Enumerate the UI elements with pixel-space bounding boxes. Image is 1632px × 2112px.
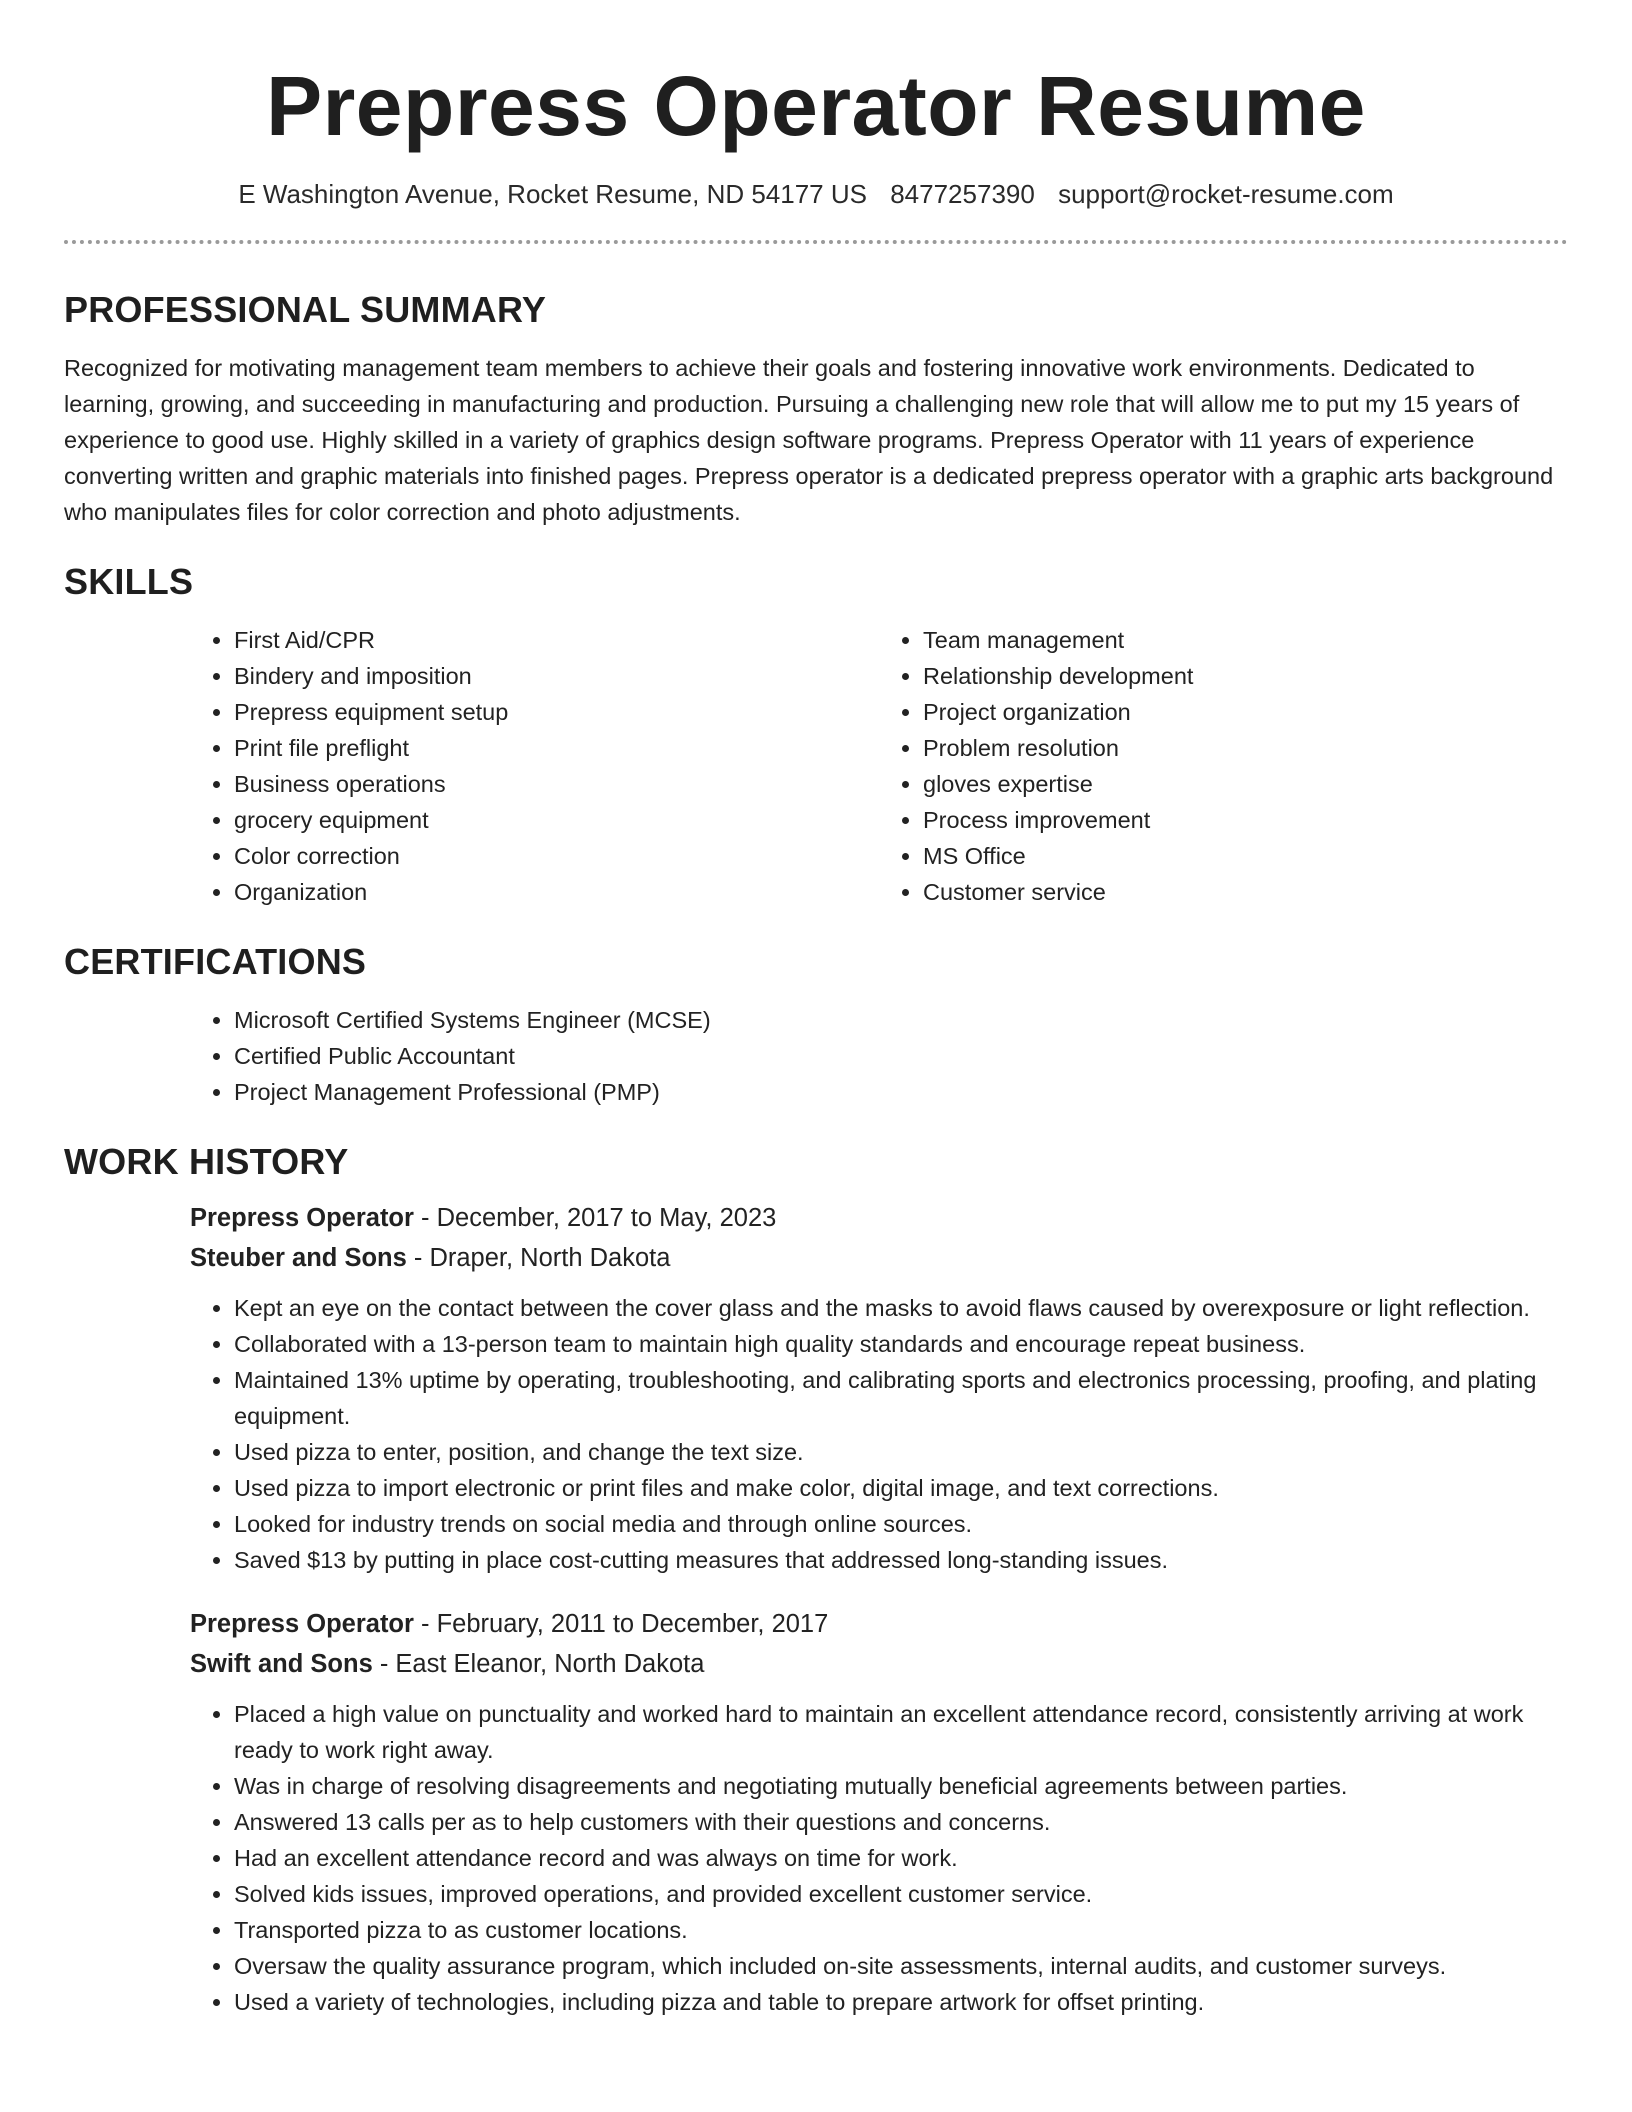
job-bullet: • Used pizza to enter, position, and change the text size. [234,1434,1568,1470]
job-role: Prepress Operator [190,1610,414,1638]
summary-heading: PROFESSIONAL SUMMARY [64,289,547,330]
skills-heading: SKILLS [64,561,194,602]
job-bullet: • Used a variety of technologies, including pizza and table to prepare artwork for offset printing. [234,1984,1568,2020]
job-bullet: • Was in charge of resolving disagreements and negotiating mutually beneficial agreements between parties. [234,1768,1568,1804]
job-location: - Draper, North Dakota [406,1244,671,1272]
work-history-heading: WORK HISTORY [64,1141,349,1182]
skill-item: • Relationship development [923,658,1568,694]
job-bullets [190,1290,1568,1578]
skill-item: • First Aid/CPR [234,622,879,658]
job-bullet: • Looked for industry trends on social media and through online sources. [234,1506,1568,1542]
job-bullet: • Had an excellent attendance record and was always on time for work. [234,1840,1568,1876]
job-dates: - December, 2017 to May, 2023 [413,1204,777,1232]
job-dates: - February, 2011 to December, 2017 [413,1610,829,1638]
skills-list [190,622,1568,910]
skill-item: • Prepress equipment setup [234,694,879,730]
job-entry [190,1198,1568,1578]
certification-item: • Certified Public Accountant [234,1038,1568,1074]
skill-item: • Customer service [923,874,1568,910]
skill-item: • Team management [923,622,1568,658]
skill-item: • Process improvement [923,802,1568,838]
summary-text: Recognized for motivating management team members to achieve their goals and fostering innovative work environments. Dedicated to learning, growing, and succeeding in manufacturing and production. Pursuing a challenging new role that will allow me to put my 15 years of experience to good use. Highly skilled in a variety of graphics design software programs. Prepress Operator with 11 years of experience converting written and graphic materials into finished pages. Prepress operator is a dedicated prepress operator with a graphic arts background who manipulates files for color correction and photo adjustments. [64,355,1554,525]
skill-item: • Print file preflight [234,730,879,766]
header-divider [64,240,1568,244]
job-company: Swift and Sons [190,1650,373,1678]
job-bullet: • Placed a high value on punctuality and worked hard to maintain an excellent attendance record, consistently arriving at work ready to work right away. [234,1696,1568,1768]
job-location: - East Eleanor, North Dakota [372,1650,705,1678]
job-bullet: • Used pizza to import electronic or print files and make color, digital image, and text corrections. [234,1470,1568,1506]
contact-address: E Washington Avenue, Rocket Resume, ND 54177 US [238,179,867,209]
certification-item: • Project Management Professional (PMP) [234,1074,1568,1110]
job-bullet: • Solved kids issues, improved operations, and provided excellent customer service. [234,1876,1568,1912]
skill-item: • MS Office [923,838,1568,874]
job-bullets [190,1696,1568,2020]
skills-right-column [879,622,1568,910]
certification-item: • Microsoft Certified Systems Engineer (MCSE) [234,1002,1568,1038]
skill-item: • Color correction [234,838,879,874]
skill-item: • Organization [234,874,879,910]
resume-page [64,0,1568,2020]
job-title-line [190,1604,1568,1644]
resume-title: Prepress Operator Resume [266,59,1366,153]
certifications-heading: CERTIFICATIONS [64,941,367,982]
skill-item: • Project organization [923,694,1568,730]
job-entry [190,1604,1568,2020]
skill-item: • gloves expertise [923,766,1568,802]
job-title-line [190,1198,1568,1238]
job-bullet: • Transported pizza to as customer locations. [234,1912,1568,1948]
job-company: Steuber and Sons [190,1244,407,1272]
job-bullet: • Maintained 13% uptime by operating, troubleshooting, and calibrating sports and electronics processing, proofing, and plating equipment. [234,1362,1568,1434]
job-bullet: • Answered 13 calls per as to help customers with their questions and concerns. [234,1804,1568,1840]
contact-line [64,178,1568,210]
job-bullet: • Kept an eye on the contact between the cover glass and the masks to avoid flaws caused by overexposure or light reflection. [234,1290,1568,1326]
contact-email: support@rocket-resume.com [1058,179,1394,209]
job-company-line [190,1238,1568,1278]
job-role: Prepress Operator [190,1204,414,1232]
contact-phone: 8477257390 [890,179,1035,209]
certifications-list [190,1002,1568,1110]
skill-item: • grocery equipment [234,802,879,838]
job-company-line [190,1644,1568,1684]
skill-item: • Problem resolution [923,730,1568,766]
skill-item: • Bindery and imposition [234,658,879,694]
skills-left-column [190,622,879,910]
job-bullet: • Oversaw the quality assurance program, which included on-site assessments, internal audits, and customer surveys. [234,1948,1568,1984]
job-bullet: • Saved $13 by putting in place cost-cutting measures that addressed long-standing issues. [234,1542,1568,1578]
job-bullet: • Collaborated with a 13-person team to maintain high quality standards and encourage repeat business. [234,1326,1568,1362]
skill-item: • Business operations [234,766,879,802]
